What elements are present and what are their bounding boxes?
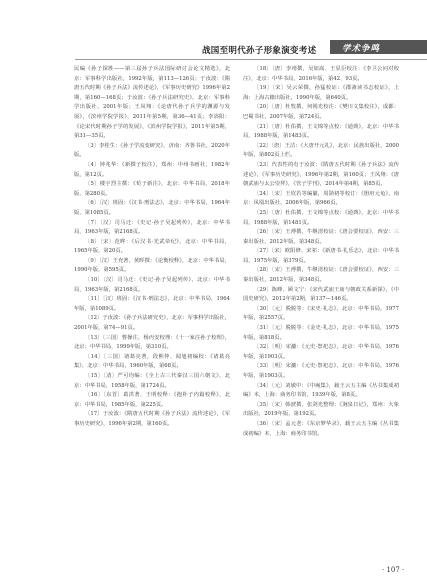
reference-16: 〔16〕〔东晋〕葛洪著，王明校释：《抱朴子内篇校释》，北京：中华书局，1985年版，第225页。 <box>74 392 230 408</box>
reference-33: 〔33〕〔明〕宋濂：《元史·祭祀志》，北京：中华书局，1976年版，第1903页。 <box>243 363 399 379</box>
reference-28: 〔28〕〔宋〕王溥撰，牛继清校证：《唐会要校证》，西安：三秦出版社，2012年版，第348页。 <box>243 267 399 284</box>
reference-24: 〔24〕〔宋〕王钦若等编纂，周勋初等校订：《册府元龟》，南京：凤凰出版社，2006年版，第966页。 <box>243 190 399 207</box>
reference-35: 〔35〕〔宋〕韩淲撰，张剑光整理：《涧泉日记》，郑州：大象出版社，2019年版，第192页。 <box>243 401 399 418</box>
reference-12: 〔12〕于汝波：《孙子兵法研究史》，北京：军事科学出版社，2001年版，第74—91页。 <box>74 315 230 332</box>
reference-9: 〔9〕〔汉〕王充著，黄晖撰：《论衡校释》，北京：中华书局，1990年版，第595页。 <box>74 257 230 274</box>
reference-25: 〔25〕〔唐〕杜佑撰，王文锦等点校：《通典》，北京：中华书局，1988年版，第1481页。 <box>243 209 399 226</box>
reference-23: 〔23〕代表性的有于汝波：《隋唐五代时期《孙子兵法》流传述论》，《军事历史研究》，1996年第2期，第160页；王凤翔：《唐朝武庙与太公崇拜》，《管子学刊》，2014年第4期，第85页。 <box>243 161 399 188</box>
reference-36: 〔36〕〔宋〕孟元老：《东京梦华录》，载王云五主编《丛书集成初编》本，上海：商务印书馆。 <box>243 420 399 437</box>
reference-20: 〔20〕〔唐〕杜牧撰，何锡光校注：《樊川文集校注》，成都：巴蜀书社，2007年版，第724页。 <box>243 104 399 120</box>
section-label: 学术争鸣 <box>342 44 381 54</box>
reference-3: 〔3〕李桂生：《孙子学流变研究》，济南：齐鲁书社，2020年版。 <box>74 142 230 159</box>
reference-4: 〔4〕钟兆华：《新撰子校注》，郑州：中州书画社，1982年版，第12页。 <box>74 161 230 178</box>
reference-26: 〔26〕〔宋〕王溥撰，牛继清校证：《唐会要校证》，西安：三秦出版社，2012年版，第348页。 <box>243 229 399 245</box>
reference-11: 〔11〕〔汉〕班固：《汉书·刑法志》，北京：中华书局，1964年版，第1089页。 <box>74 296 230 312</box>
reference-19: 〔19〕〔宋〕吴云荣撰，孙猛校证：《郡斋读书志校证》，上海：上海古籍出版社，1990年版，第640页。 <box>243 85 399 101</box>
reference-15: 〔15〕〔清〕严可均编：《全上古三代秦汉三国六朝文》，北京：中华书局，1958年版，第1724页。 <box>74 373 230 389</box>
reference-21: 〔21〕〔唐〕杜佑撰，王文锦等点校：《通典》，北京：中华书局，1988年版，第1483页。 <box>243 123 399 140</box>
header-rule <box>75 59 427 60</box>
reference-32: 〔32〕〔明〕宋濂：《元史·祭祀志》，北京：中华书局，1976年版，第1903页。 <box>243 344 399 360</box>
reference-29: 〔29〕陈峰、顾文宁：《宋代武庙王庙与朝政关系新探》，《中国史研究》，2012年第2期，第137—146页。 <box>243 286 399 303</box>
reference-22: 〔22〕〔唐〕王洁：《大唐开元礼》，北京：民族出版社，2000年版，第802页上栏。 <box>243 142 399 159</box>
reference-17: 〔17〕于汝波：《隋唐五代时期《孙子兵法》流传述论》，《军事历史研究》，1996年第2期，第160页。 <box>74 411 230 427</box>
reference-31: 〔31〕〔元〕脱脱等：《金史·礼志》，北京：中华书局，1975年版，第818页。 <box>243 325 399 341</box>
reference-7: 〔7〕〔汉〕司马迁：《史记·孙子吴起列传》，北京：中华书局，1963年版，第2168页。 <box>74 219 230 236</box>
reference-34: 〔34〕〔元〕刘敏中：《中庵集》，载王云五主编《丛书集成初编》本，上海：商务印书馆，1939年版，第8页。 <box>243 382 399 399</box>
page-header <box>0 0 427 62</box>
reference-27: 〔27〕〔宋〕欧阳修、宋祁：《新唐书·礼乐志》，北京：中华书局，1975年版，第379页。 <box>243 248 399 264</box>
reference-18: 〔18〕〔唐〕李靖撰，吴如嵩、王显臣校注：《李卫公问对校注》，北京：中华书局，2016年版，第42、93页。 <box>243 66 399 82</box>
reference-8: 〔8〕〔宋〕范晔：《后汉书·光武帝纪》，北京：中华书局，1965年版，第20页。 <box>74 238 230 255</box>
page-number: · 107 · <box>382 566 405 574</box>
reference-6: 〔6〕〔汉〕班固：《汉书·刑法志》，北京：中华书局，1964年版，第1085页。 <box>74 200 230 216</box>
right-column <box>243 65 399 439</box>
reference-13: 〔13〕〔三国〕曹操注，杨丙安校理：《十一家注孙子校理》，北京：中华书局，1999年版，第310页。 <box>74 334 230 351</box>
running-title: 战国至明代孙子形象演变考述 <box>202 46 317 56</box>
reference-5: 〔5〕楼宇烈主撰：《荀子新注》，北京：中华书局，2018年版，第280页。 <box>74 181 230 197</box>
reference-30: 〔30〕〔元〕脱脱等：《宋史·礼志》，北京：中华书局，1977年版，第2557页。 <box>243 305 399 322</box>
reference-14: 〔14〕〔三国〕诸葛亮著，段熙仲、闻旭初编校：《诸葛亮集》，北京：中华书局，1960年版，第68页。 <box>74 353 230 370</box>
left-column <box>74 65 230 430</box>
reference-continuation: 民编《孙子探胜——第三届孙子兵法国际研讨会论文精选》，北京：军事科学出版社，1992年版，第113—126页；于汝波：《隋唐五代时期《孙子兵法》流传述论》，《军事历史研究》1996年第2期，第160—168页；于汝波：《孙子兵法研究史》，北京：军事科学出版社，2001年版；王凤翔：《论唐代孙子兵学的渊源与发展》，《滨州学院学报》，2011年第5期，第36—41页；李浴阳：《论宋代时期孙子学的发展》，《滨州学院学报》，2011年第5期，第31—35页。 <box>74 66 230 140</box>
reference-10: 〔10〕〔汉〕司马迁：《史记·孙子吴起列传》，北京：中华书局，1963年版，第2168页。 <box>74 277 230 293</box>
